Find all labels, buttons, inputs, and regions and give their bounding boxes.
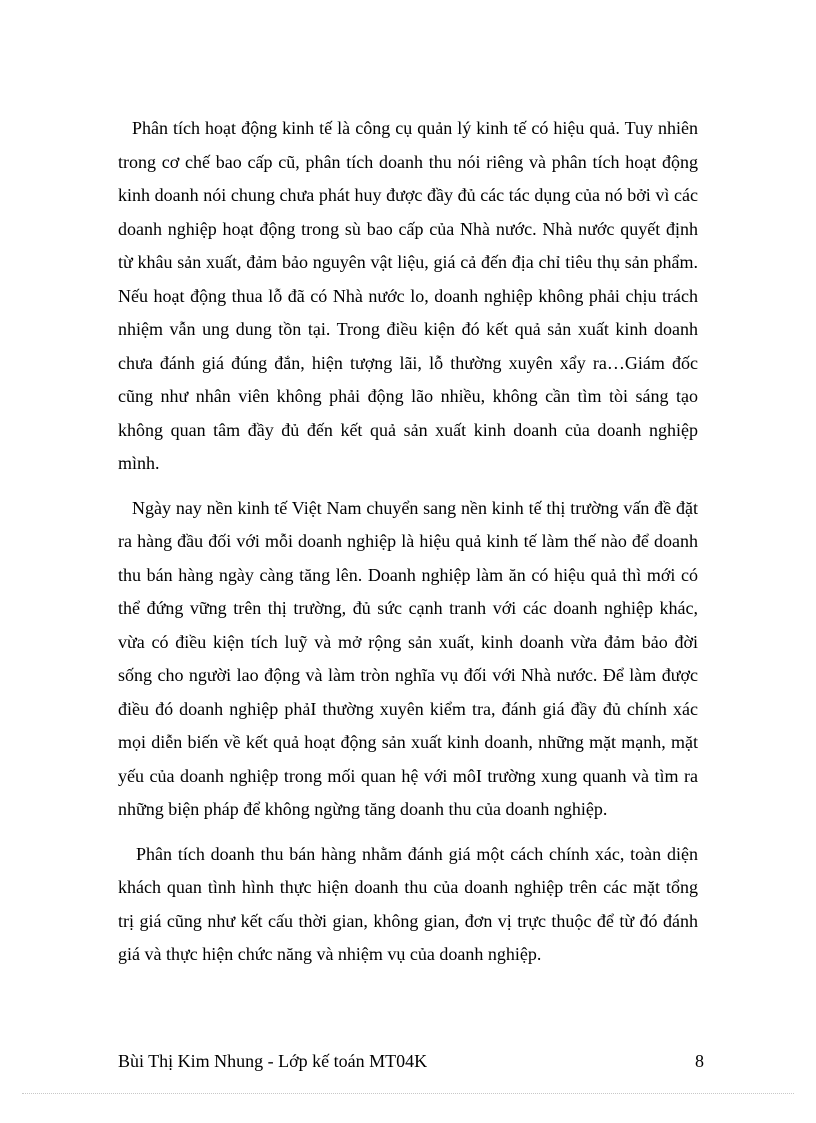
paragraph-2: Ngày nay nền kinh tế Việt Nam chuyển sang nền kinh tế thị trường vấn đề đặt ra hàng đầu đối với mỗi doanh nghiệp là hiệu quả kinh tế làm thế nào để doanh thu bán hàng ngày càng tăng lên. Doanh nghiệp làm ăn có hiệu quả thì mới có thể đứng vững trên thị trường, đủ sức cạnh tranh với các doanh nghiệp khác, vừa có điều kiện tích luỹ và mở rộng sản xuất, kinh doanh vừa đảm bảo đời sống cho người lao động và làm tròn nghĩa vụ đối với Nhà nước. Để làm được điều đó doanh nghiệp phảI thường xuyên kiểm tra, đánh giá đầy đủ chính xác mọi diễn biến về kết quả hoạt động sản xuất kinh doanh, những mặt mạnh, mặt yếu của doanh nghiệp trong mối quan hệ với môI trường xung quanh và tìm ra những biện pháp để không ngừng tăng doanh thu của doanh nghiệp. (118, 497, 698, 819)
page-number: 8 (695, 1051, 704, 1071)
page-footer (118, 1047, 704, 1075)
paragraph-3: Phân tích doanh thu bán hàng nhằm đánh giá một cách chính xác, toàn diện khách quan tình hình thực hiện doanh thu của doanh nghiệp trên các mặt tổng trị giá cũng như kết cấu thời gian, không gian, đơn vị trực thuộc để từ đó đánh giá và thực hiện chức năng và nhiệm vụ của doanh nghiệp. (118, 843, 698, 964)
page-edge-divider (22, 1093, 794, 1094)
paragraph-1: Phân tích hoạt động kinh tế là công cụ quản lý kinh tế có hiệu quả. Tuy nhiên trong cơ chế bao cấp cũ, phân tích doanh thu nói riêng và phân tích hoạt động kinh doanh nói chung chưa phát huy được đầy đủ các tác dụng của nó bởi vì các doanh nghiệp hoạt động trong sù bao cấp của Nhà nước. Nhà nước quyết định từ khâu sản xuất, đảm bảo nguyên vật liệu, giá cả đến địa chỉ tiêu thụ sản phẩm. Nếu hoạt động thua lỗ đã có Nhà nước lo, doanh nghiệp không phải chịu trách nhiệm vẫn ung dung tồn tại. Trong điều kiện đó kết quả sản xuất kinh doanh chưa đánh giá đúng đắn, hiện tượng lãi, lỗ thường xuyên xẩy ra…Giám đốc cũng như nhân viên không phải động lão nhiều, không cần tìm tòi sáng tạo không quan tâm đầy đủ đến kết quả sản xuất kinh doanh của doanh nghiệp mình. (118, 118, 698, 473)
body-text (118, 112, 698, 983)
footer-author: Bùi Thị Kim Nhung - Lớp kế toán MT04K (118, 1051, 428, 1071)
